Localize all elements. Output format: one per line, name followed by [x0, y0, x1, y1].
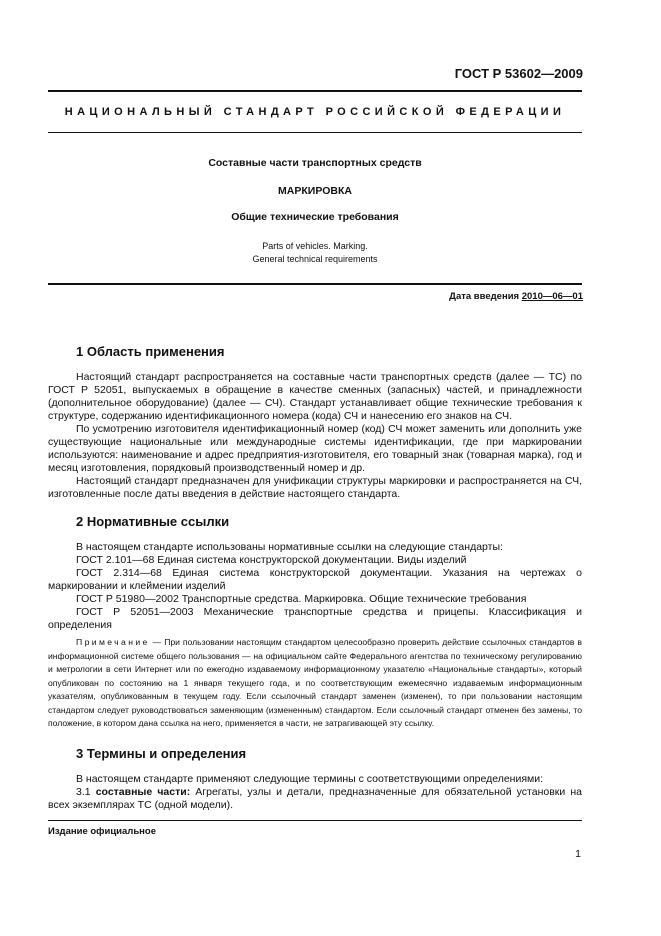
section-1-paragraph-3: Настоящий стандарт предназначен для унификации структуры маркировки и распространяется на СЧ, изготовленные после даты введения в действие настоящего стандарта. [48, 475, 582, 500]
section-2-body [48, 541, 582, 632]
footer-rule [48, 820, 582, 821]
note-text: — При пользовании настоящим стандартом целесообразно проверить действие ссылочных стандартов в информационной системе общего пользования — на официальном сайте Федерального агентства по техническому регулированию и метрологии в сети Интернет или по ежегодно издаваемому информационному указателю «Национальные стандарты», который опубликован по состоянию на 1 января текущего года, и по соответствующим ежемесячно издаваемым информационным указателям, опубликованным в текущем году. Если ссылочный стандарт заменен (изменен), то при пользовании настоящим стандартом следует руководствоваться заменяющим (измененным) стандартом. Если ссылочный стандарт отменен без замены, то положение, в котором дана ссылка на него, применяется в части, не затрагивающей эту ссылку. [48, 637, 582, 728]
reference-item: ГОСТ 2.101—68 Единая система конструкторской документации. Виды изделий [76, 554, 467, 566]
page-number: 1 [575, 848, 581, 860]
effective-date [449, 291, 583, 302]
section-3-heading: 3 Термины и определения [76, 746, 247, 761]
section-1-paragraph-1: Настоящий стандарт распространяется на составные части транспортных средств (далее — ТС) по ГОСТ Р 52051, выпускаемых в обращение в качестве сменных (запасных) частей, и принадлежности (дополнительное оборудование) (далее — СЧ). Стандарт устанавливает общие технические требования к структуре, содержанию идентификационного номера (кода) СЧ и нанесению его знаков на СЧ. [48, 371, 582, 422]
term-text: Агрегаты, узлы и детали, предназначенные для обязательной установки на всех экземплярах ТС (одной модели). [48, 786, 582, 811]
references-note [48, 636, 582, 731]
section-2-intro: В настоящем стандарте использованы нормативные ссылки на следующие стандарты: [76, 541, 503, 553]
section-3-body [48, 773, 582, 812]
document-subtitle: Общие технические требования [231, 211, 399, 223]
note-label: Примечание [76, 637, 150, 647]
term-name: составные части: [95, 786, 191, 798]
effective-date-value: 2010—06—01 [521, 291, 583, 302]
section-1-paragraph-2: По усмотрению изготовителя идентификационный номер (код) СЧ может заменить или дополнить уже существующие национальные или международные системы идентификации, где при маркировании используются: наименование и адрес предприятия-изготовителя, его товарный знак (товарная марка), год и месяц изготовления, порядковый производственный номер и др. [48, 423, 582, 474]
reference-item: ГОСТ Р 51980—2002 Транспортные средства. Маркировка. Общие технические требования [76, 593, 527, 605]
reference-item: ГОСТ Р 52051—2003 Механические транспортные средства и прицепы. Классификация и определения [48, 606, 582, 631]
header-bottom-rule [48, 283, 582, 285]
document-subject: Составные части транспортных средств [208, 157, 422, 169]
effective-date-label: Дата введения [449, 291, 520, 302]
reference-item: ГОСТ 2.314—68 Единая система конструкторской документации. Указания на чертежах о маркировании и клеймении изделий [48, 567, 582, 592]
section-1-body [48, 371, 582, 501]
section-3-intro: В настоящем стандарте применяют следующие термины с соответствующими определениями: [76, 773, 544, 785]
term-definition [48, 786, 582, 812]
edition-label: Издание официальное [48, 826, 156, 837]
top-rule [48, 90, 582, 92]
section-1-heading: 1 Область применения [76, 344, 225, 359]
term-number: 3.1 [76, 786, 91, 798]
english-title-line1: Parts of vehicles. Marking. [262, 241, 368, 251]
document-number: ГОСТ Р 53602—2009 [454, 66, 583, 81]
document-title: МАРКИРОВКА [278, 185, 352, 197]
standard-title: НАЦИОНАЛЬНЫЙ СТАНДАРТ РОССИЙСКОЙ ФЕДЕРАЦИИ [64, 106, 566, 118]
title-rule [48, 132, 582, 133]
section-2-heading: 2 Нормативные ссылки [76, 514, 230, 529]
english-title-line2: General technical requirements [252, 254, 378, 264]
